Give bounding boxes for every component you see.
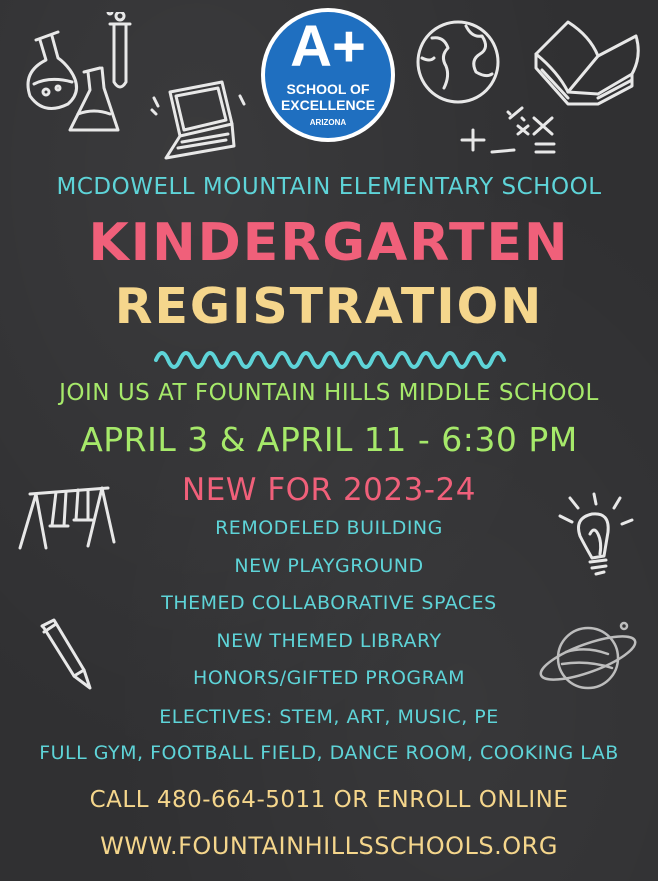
globe-icon bbox=[410, 14, 506, 110]
headline-registration: REGISTRATION bbox=[114, 278, 544, 335]
laptop-icon bbox=[148, 78, 248, 168]
badge-line-2: EXCELLENCE bbox=[280, 97, 376, 113]
call-to-action: CALL 480-664-5011 OR ENROLL ONLINE bbox=[89, 787, 569, 813]
event-dates: APRIL 3 & APRIL 11 - 6:30 PM bbox=[80, 420, 578, 459]
flask-icon bbox=[14, 12, 134, 137]
join-us-location: JOIN US AT FOUNTAIN HILLS MIDDLE SCHOOL bbox=[59, 380, 599, 406]
feature-item-6: FULL GYM, FOOTBALL FIELD, DANCE ROOM, COOKING LAB bbox=[39, 742, 619, 764]
school-name: MCDOWELL MOUNTAIN ELEMENTARY SCHOOL bbox=[56, 174, 602, 200]
new-for-heading: NEW FOR 2023-24 bbox=[182, 472, 476, 508]
feature-item-5: ELECTIVES: STEM, ART, MUSIC, PE bbox=[159, 706, 499, 728]
math-symbols-icon bbox=[452, 104, 572, 168]
feature-item-4: HONORS/GIFTED PROGRAM bbox=[193, 667, 465, 689]
planet-icon bbox=[536, 614, 640, 704]
headline-kindergarten: KINDERGARTEN bbox=[88, 213, 570, 273]
school-of-excellence-badge bbox=[261, 8, 395, 142]
feature-item-2: THEMED COLLABORATIVE SPACES bbox=[161, 592, 497, 614]
website-link[interactable]: WWW.FOUNTAINHILLSSCHOOLS.ORG bbox=[100, 832, 558, 860]
feature-item-3: NEW THEMED LIBRARY bbox=[216, 630, 442, 652]
feature-item-0: REMODELED BUILDING bbox=[215, 517, 443, 539]
a-plus-mark: A+ bbox=[290, 14, 366, 79]
badge-circle bbox=[265, 12, 391, 138]
badge-line-1: SCHOOL OF bbox=[286, 81, 370, 97]
squiggle-divider bbox=[152, 344, 512, 370]
feature-item-1: NEW PLAYGROUND bbox=[234, 555, 424, 577]
badge-foundation: ARIZONA bbox=[309, 118, 347, 127]
book-icon bbox=[528, 12, 646, 110]
